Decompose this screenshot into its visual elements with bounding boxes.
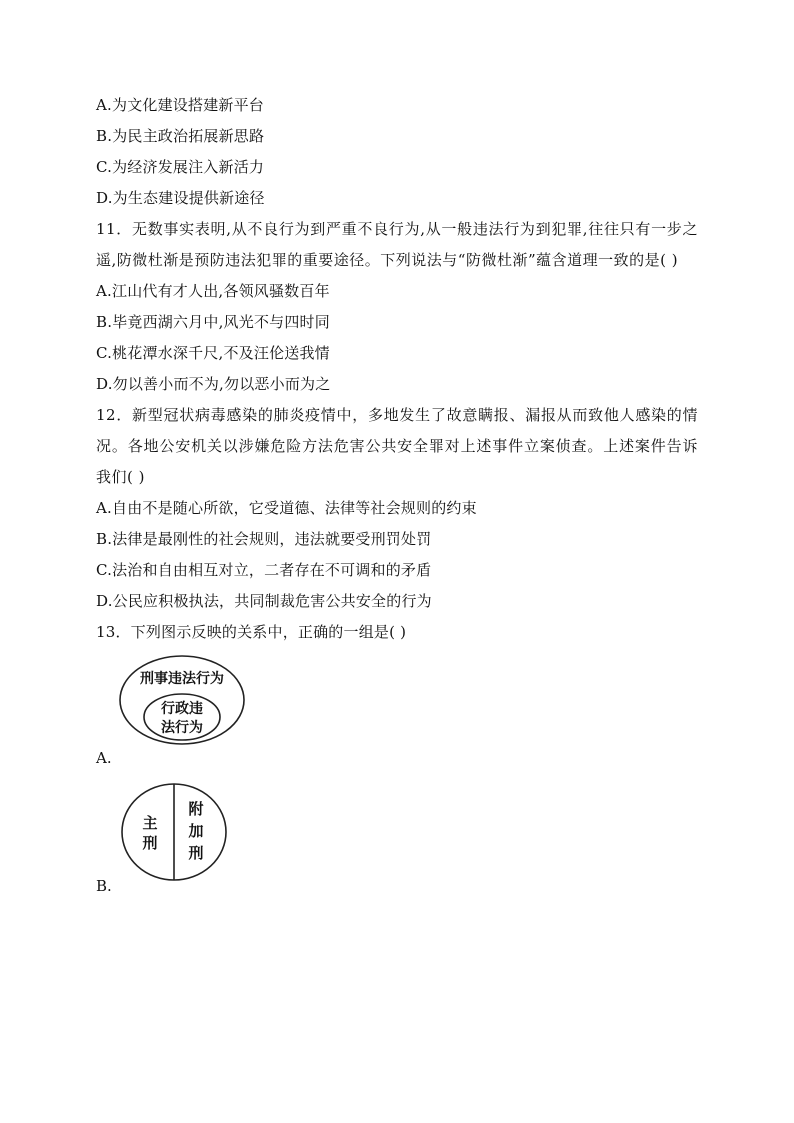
q11-option-c: C.桃花潭水深千尺,不及汪伦送我情 — [96, 344, 330, 362]
q12-option-d: D.公民应积极执法，共同制裁危害公共安全的行为 — [96, 592, 432, 610]
q13-figure-a — [96, 654, 236, 767]
q11-option-d: D.勿以善小而不为,勿以恶小而为之 — [96, 375, 331, 393]
q13-stem: 13．下列图示反映的关系中，正确的一组是( ) — [96, 623, 407, 641]
question-13 — [96, 617, 698, 895]
q11-stem: 11．无数事实表明,从不良行为到严重不良行为,从一般违法行为到犯罪,往往只有一步之遥,防微杜渐是预防违法犯罪的重要途径。下列说法与“防微杜渐”蕴含道理一致的是( ) — [96, 220, 698, 269]
inner-ellipse-label-line2: 法行为 — [161, 720, 203, 736]
figure-a-letter: A. — [96, 749, 112, 767]
nested-ellipse-diagram — [118, 654, 258, 754]
question-11 — [96, 214, 698, 400]
split-circle-diagram — [118, 782, 238, 882]
left-label-line1: 主 — [142, 814, 158, 832]
q11-option-a: A.江山代有才人出,各领风骚数百年 — [96, 282, 330, 300]
q11-option-b: B.毕竟西湖六月中,风光不与四时同 — [96, 313, 330, 331]
q12-option-c: C.法治和自由相互对立，二者存在不可调和的矛盾 — [96, 561, 432, 579]
q10-option-b: B.为民主政治拓展新思路 — [96, 127, 265, 145]
right-label-line2: 加 — [188, 822, 204, 840]
q10-option-d: D.为生态建设提供新途径 — [96, 189, 265, 207]
q10-option-a: A.为文化建设搭建新平台 — [96, 96, 265, 114]
outer-ellipse-label: 刑事违法行为 — [140, 671, 224, 687]
right-label-line1: 附 — [188, 800, 204, 818]
inner-ellipse-label-line1: 行政违 — [161, 701, 203, 717]
question-10-options — [96, 90, 698, 214]
exam-page — [96, 90, 698, 895]
q12-option-a: A.自由不是随心所欲，它受道德、法律等社会规则的约束 — [96, 499, 477, 517]
q13-figure-b — [96, 766, 236, 895]
question-12 — [96, 400, 698, 617]
right-label-line3: 刑 — [188, 844, 204, 862]
q12-option-b: B.法律是最刚性的社会规则，违法就要受刑罚处罚 — [96, 530, 432, 548]
q10-option-c: C.为经济发展注入新活力 — [96, 158, 265, 176]
q12-stem: 12．新型冠状病毒感染的肺炎疫情中，多地发生了故意瞒报、漏报从而致他人感染的情况。各地公安机关以涉嫌危险方法危害公共安全罪对上述事件立案侦查。上述案件告诉我们( ) — [96, 406, 698, 486]
left-label-line2: 刑 — [142, 834, 158, 852]
figure-b-letter: B. — [96, 877, 112, 895]
